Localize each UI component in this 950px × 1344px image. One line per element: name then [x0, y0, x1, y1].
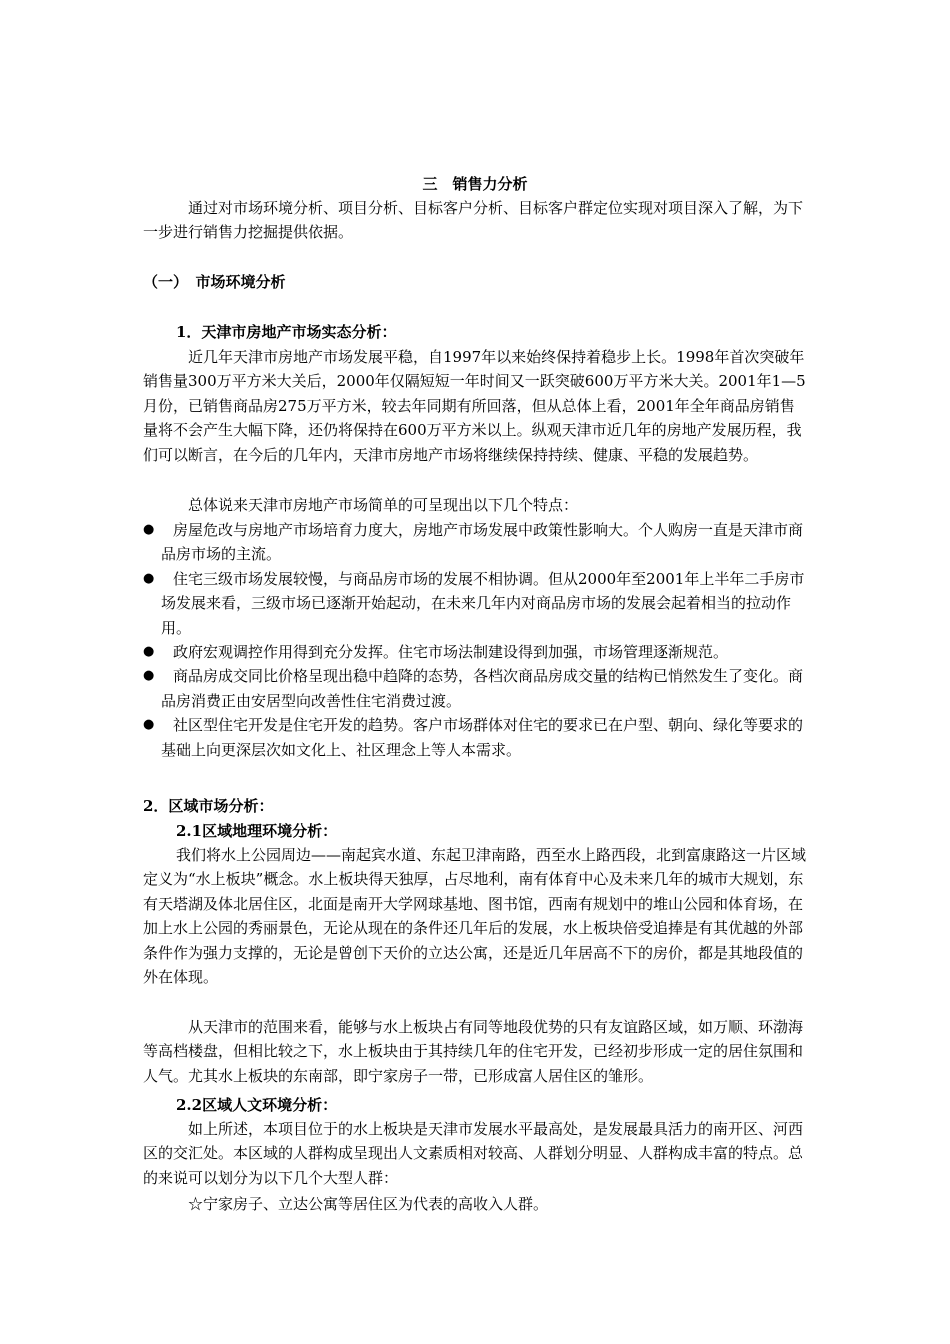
subsection-heading-geography: 2.1区域地理环境分析： — [176, 822, 338, 840]
list-item — [143, 518, 808, 567]
section-heading-market-environment: （一） 市场环境分析 — [143, 273, 286, 291]
tianjin-market-paragraph: 近几年天津市房地产市场发展平稳，自1997年以来始终保持着稳步上长。1998年首次突破年销售量300万平方米大关后，2000年仅隔短短一年时间又一跃突破600万平方米大关。2001年1—5月份，已销售商品房275万平方米，较去年同期有所回落，但从总体上看，2001年全年商品房销售量将不会产生大幅下降，还仍将保持在600万平方米以上。纵观天津市近几年的房地产发展历程，我们可以断言，在今后的几年内，天津市房地产市场将继续保持持续、健康、平稳的发展趋势。 — [143, 348, 806, 464]
features-list — [143, 518, 808, 762]
geography-comparison-paragraph: 从天津市的范围来看，能够与水上板块占有同等地段优势的只有友谊路区域，如万顺、环渤海等高档楼盘，但相比较之下，水上板块由于其持续几年的住宅开发，已经初步形成一定的居住氛围和人气。尤其水上板块的东南部，即宁家房子一带，已形成富人居住区的雏形。 — [143, 1018, 804, 1085]
subsection-heading-regional-market: 2．区域市场分析： — [143, 797, 274, 815]
demographics-group-item: ☆宁家房子、立达公寓等居住区为代表的高收入人群。 — [188, 1195, 549, 1213]
list-item — [143, 640, 808, 664]
bullet-icon: ● — [143, 522, 155, 537]
geography-paragraph: 我们将水上公园周边——南起宾水道、东起卫津南路，西至水上路西段，北到富康路这一片区域定义为“水上板块”概念。水上板块得天独厚，占尽地利，南有体育中心及未来几年的城市大规划，东有天塔湖及体北居住区，北面是南开大学网球基地、图书馆，西南有规划中的堆山公园和体育场，在加上水上公园的秀丽景色，无论从现在的条件还几年后的发展，水上板块倍受追捧是有其优越的外部条件作为强力支撑的，无论是曾创下天价的立达公寓，还是近几年居高不下的房价，都是其地段值的外在体现。 — [143, 846, 807, 987]
bullet-icon: ● — [143, 668, 155, 684]
demographics-paragraph: 如上所述，本项目位于的水上板块是天津市发展水平最高处，是发展最具活力的南开区、河西区的交汇处。本区域的人群构成呈现出人文素质相对较高、人群划分明显、人群构成丰富的特点。总的来说可以划分为以下几个大型人群： — [143, 1120, 804, 1187]
list-item — [143, 567, 808, 640]
bullet-icon: ● — [143, 644, 155, 660]
subsection-heading-demographics: 2.2区域人文环境分析： — [176, 1096, 338, 1114]
list-item-text: 政府宏观调控作用得到充分发挥。住宅市场法制建设得到加强，市场管理逐渐规范。 — [173, 643, 729, 662]
bullet-icon: ● — [143, 717, 155, 733]
list-item-text: 商品房成交同比价格呈现出稳中趋降的态势，各档次商品房成交量的结构已悄然发生了变化。商品房消费正由安居型向改善性住宅消费过渡。 — [161, 667, 804, 710]
list-item-text: 房屋危改与房地产市场培育力度大，房地产市场发展中政策性影响大。个人购房一直是天津市商品房市场的主流。 — [161, 521, 804, 564]
subsection-heading-tianjin-market: 1．天津市房地产市场实态分析： — [176, 323, 397, 341]
page-title: 三 销售力分析 — [422, 175, 528, 193]
bullet-icon: ● — [143, 570, 155, 586]
list-item — [143, 664, 808, 713]
list-item — [143, 713, 808, 762]
features-intro-paragraph: 总体说来天津市房地产市场简单的可呈现出以下几个特点： — [188, 496, 579, 514]
intro-paragraph: 通过对市场环境分析、项目分析、目标客户分析、目标客户群定位实现对项目深入了解，为下一步进行销售力挖掘提供依据。 — [143, 199, 804, 242]
list-item-text: 社区型住宅开发是住宅开发的趋势。客户市场群体对住宅的要求已在户型、朝向、绿化等要求的基础上向更深层次如文化上、社区理念上等人本需求。 — [161, 716, 804, 759]
list-item-text: 住宅三级市场发展较慢，与商品房市场的发展不相协调。但从2000年至2001年上半年二手房市场发展来看，三级市场已逐渐开始起动，在未来几年内对商品房市场的发展会起着相当的拉动作用。 — [161, 569, 805, 637]
